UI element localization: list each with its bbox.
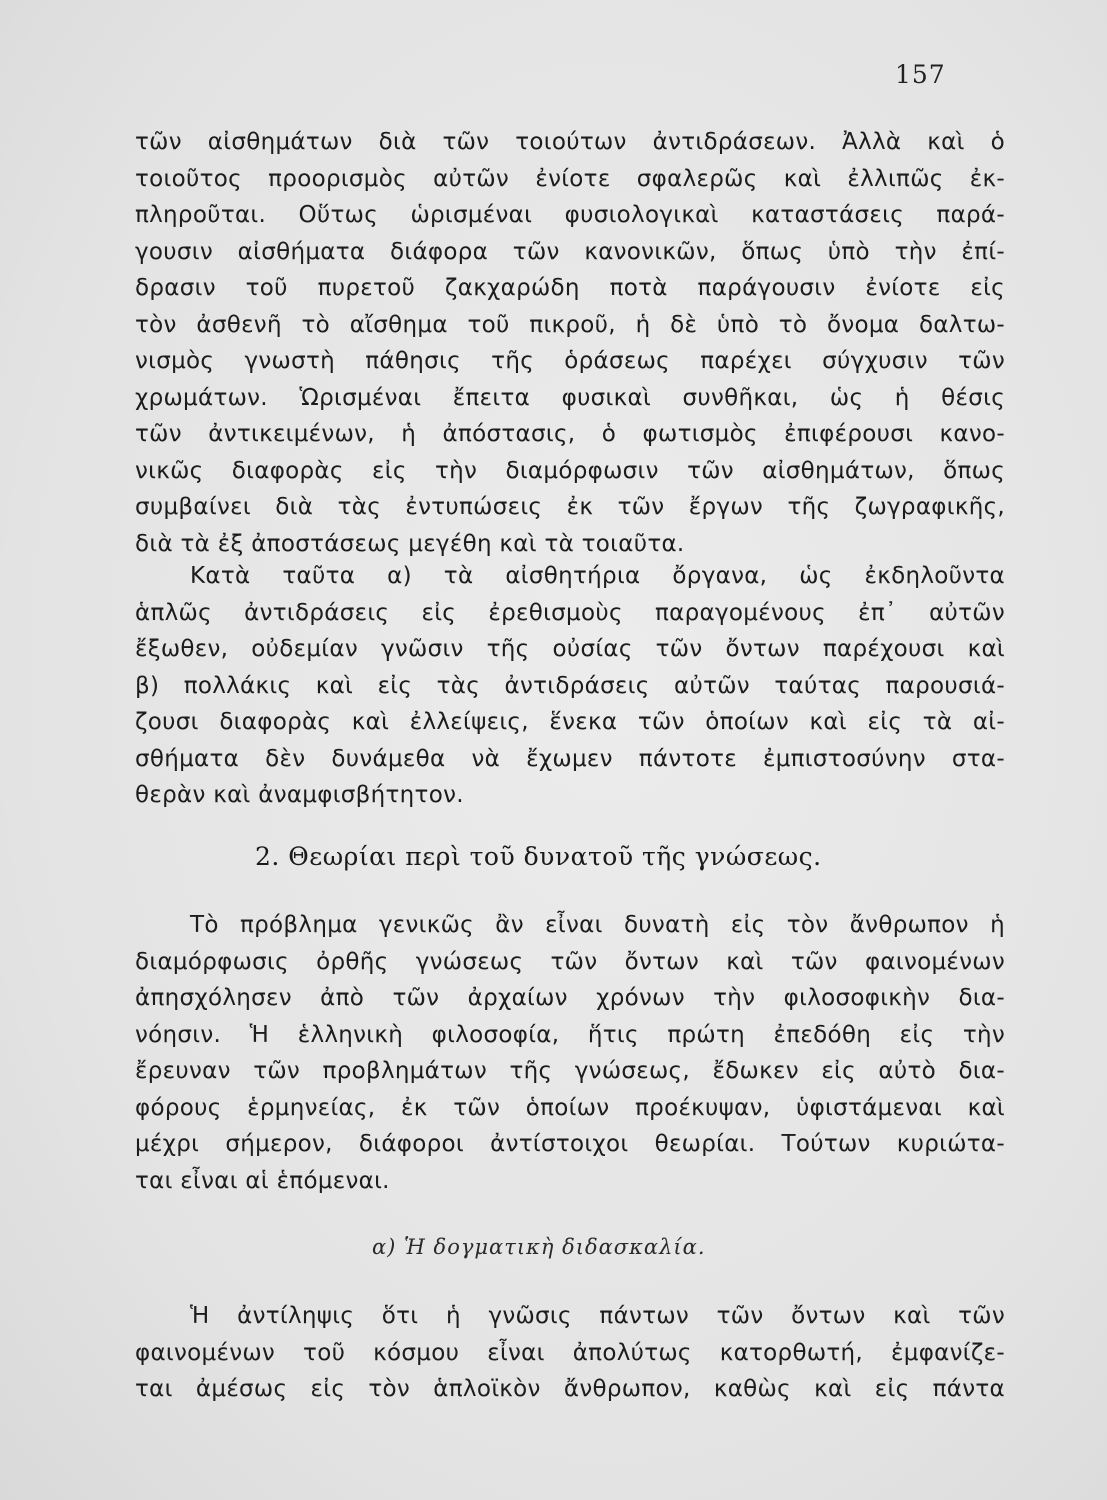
text-line: ται ἀμέσως εἰς τὸν ἁπλοϊκὸν ἄνθρωπον, καθὼς καὶ εἰς πάντα xyxy=(135,1376,1005,1402)
paragraph-1 xyxy=(135,124,1005,562)
text-line: διαμόρφωσις ὀρθῆς γνώσεως τῶν ὄντων καὶ τῶν φαινομένων xyxy=(135,948,1005,975)
text-line: σθήματα δὲν δυνάμεθα νὰ ἔχωμεν πάντοτε ἐμπιστοσύνην στα- xyxy=(135,745,1005,772)
page-number: 157 xyxy=(895,60,946,89)
text-line: νισμὸς γνωστὴ πάθησις τῆς ὁράσεως παρέχει σύγχυσιν τῶν xyxy=(135,348,1005,374)
subsection-heading: α) Ἡ δογματικὴ διδασκαλία. xyxy=(372,1235,706,1259)
text-line: ἀπησχόλησεν ἀπὸ τῶν ἀρχαίων χρόνων τὴν φιλοσοφικὴν δια- xyxy=(135,985,1005,1011)
text-line: ἔξωθεν, οὐδεμίαν γνῶσιν τῆς οὐσίας τῶν ὄντων παρέχουσι καὶ xyxy=(135,636,1005,662)
paragraph-3 xyxy=(135,907,1005,1199)
text-line: μέχρι σήμερον, διάφοροι ἀντίστοιχοι θεωρίαι. Τούτων κυριώτα- xyxy=(135,1131,1005,1157)
text-line: πληροῦται. Οὕτως ὡρισμέναι φυσιολογικαὶ καταστάσεις παρά- xyxy=(135,202,1005,228)
text-line: νόησιν. Ἡ ἑλληνικὴ φιλοσοφία, ἥτις πρώτη ἐπεδόθη εἰς τὴν xyxy=(135,1021,1005,1048)
text-line: β) πολλάκις καὶ εἰς τὰς ἀντιδράσεις αὐτῶν ταύτας παρουσιά- xyxy=(135,672,1005,699)
text-line: ἁπλῶς ἀντιδράσεις εἰς ἐρεθισμοὺς παραγομένους ἐπ᾽ αὐτῶν xyxy=(135,599,1005,626)
text-line: Κατὰ ταῦτα α) τὰ αἰσθητήρια ὄργανα, ὡς ἐκδηλοῦντα xyxy=(190,563,1005,589)
text-line: δρασιν τοῦ πυρετοῦ ζακχαρώδη ποτὰ παράγουσιν ἐνίοτε εἰς xyxy=(135,275,1005,301)
section-heading: 2. Θεωρίαι περὶ τοῦ δυνατοῦ τῆς γνώσεως. xyxy=(255,842,822,871)
text-line: ζουσι διαφορὰς καὶ ἐλλείψεις, ἕνεκα τῶν ὁποίων καὶ εἰς τὰ αἰ- xyxy=(135,709,1005,735)
text-line: συμβαίνει διὰ τὰς ἐντυπώσεις ἐκ τῶν ἔργων τῆς ζωγραφικῆς, xyxy=(135,494,1005,520)
text-line: τῶν αἰσθημάτων διὰ τῶν τοιούτων ἀντιδράσεων. Ἀλλὰ καὶ ὁ xyxy=(135,129,1005,155)
text-line: τῶν ἀντικειμένων, ἡ ἀπόστασις, ὁ φωτισμὸς ἐπιφέρουσι κανο- xyxy=(135,421,1005,447)
text-line: χρωμάτων. Ὡρισμέναι ἔπειτα φυσικαὶ συνθῆκαι, ὡς ἡ θέσις xyxy=(135,384,1005,411)
paragraph-4 xyxy=(135,1298,1005,1408)
text-line: φόρους ἑρμηνείας, ἐκ τῶν ὁποίων προέκυψαν, ὑφιστάμεναι καὶ xyxy=(135,1094,1005,1121)
text-line: φαινομένων τοῦ κόσμου εἶναι ἀπολύτως κατορθωτή, ἐμφανίζε- xyxy=(135,1339,1005,1366)
text-line: νικῶς διαφορὰς εἰς τὴν διαμόρφωσιν τῶν αἰσθημάτων, ὅπως xyxy=(135,457,1005,484)
text-line: θερὰν καὶ ἀναμφισβήτητον. xyxy=(135,782,464,808)
text-line: ἔρευναν τῶν προβλημάτων τῆς γνώσεως, ἔδωκεν εἰς αὐτὸ δια- xyxy=(135,1058,1005,1084)
text-line: ται εἶναι αἱ ἑπόμεναι. xyxy=(135,1167,390,1194)
text-line: τοιοῦτος προορισμὸς αὐτῶν ἐνίοτε σφαλερῶς καὶ ἐλλιπῶς ἐκ- xyxy=(135,165,1005,192)
text-line: Ἡ ἀντίληψις ὅτι ἡ γνῶσις πάντων τῶν ὄντων καὶ τῶν xyxy=(190,1303,1005,1329)
paragraph-2 xyxy=(135,558,1005,814)
text-line: γουσιν αἰσθήματα διάφορα τῶν κανονικῶν, ὅπως ὑπὸ τὴν ἐπί- xyxy=(135,238,1005,265)
text-line: Τὸ πρόβλημα γενικῶς ἂν εἶναι δυνατὴ εἰς τὸν ἄνθρωπον ἡ xyxy=(190,912,1005,938)
text-line: διὰ τὰ ἐξ ἀποστάσεως μεγέθη καὶ τὰ τοιαῦτα. xyxy=(135,530,685,557)
text-line: τὸν ἀσθενῆ τὸ αἴσθημα τοῦ πικροῦ, ἡ δὲ ὑπὸ τὸ ὄνομα δαλτω- xyxy=(135,311,1005,338)
